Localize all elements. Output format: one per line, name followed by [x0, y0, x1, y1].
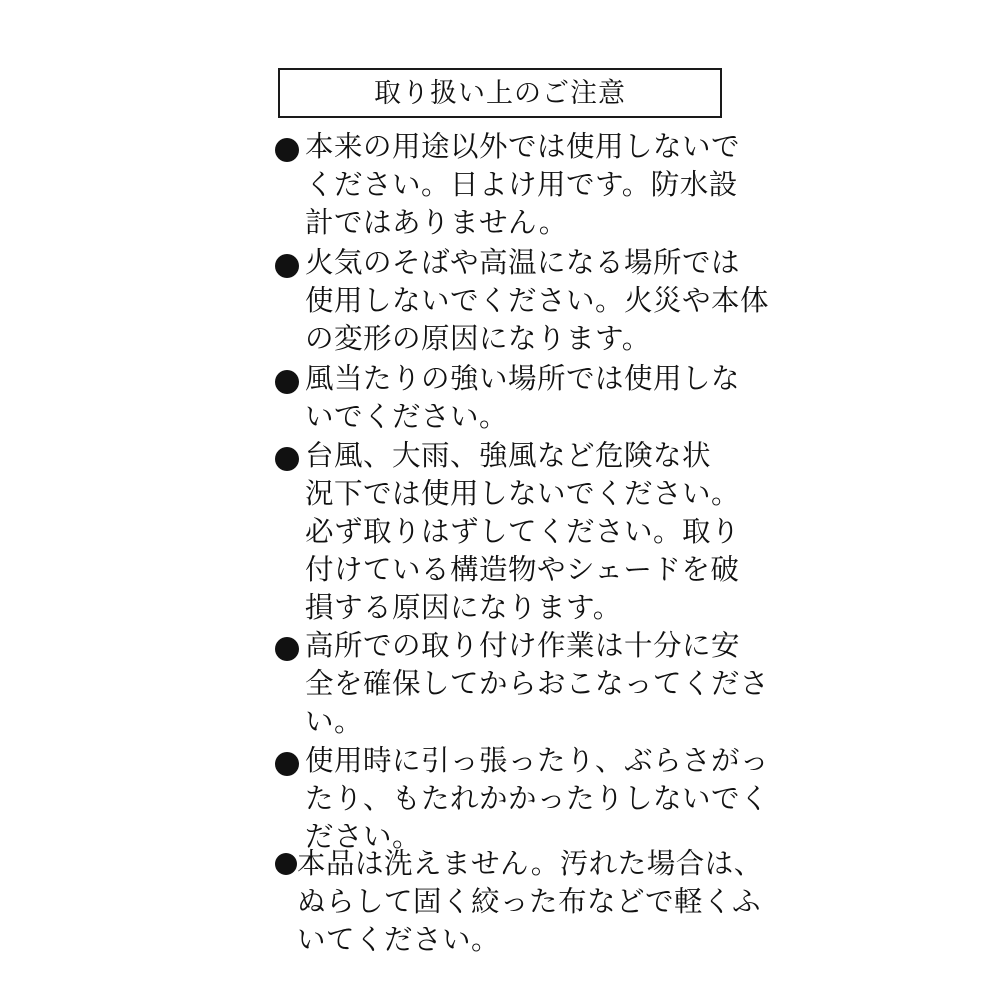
bullet-icon: [275, 138, 299, 162]
caution-text: [305, 360, 741, 436]
caution-item: [275, 742, 770, 856]
page-title: 取り扱い上のご注意: [374, 77, 626, 109]
caution-item: [275, 128, 741, 242]
bullet-icon: [275, 637, 299, 661]
text-line: 風当たりの強い場所では使用しな: [305, 362, 741, 395]
text-line: 計ではありません。: [305, 206, 568, 239]
text-line: たり、もたれかかったりしないでく: [305, 782, 770, 815]
text-line: ぬらして固く絞った布などで軽くふ: [297, 885, 762, 918]
text-line: いでください。: [305, 400, 509, 433]
text-line: 本品は洗えません。汚れた場合は、: [297, 847, 763, 880]
title-box: [278, 68, 722, 118]
text-line: いてください。: [297, 923, 501, 956]
caution-item: [275, 360, 741, 436]
text-line: ください。日よけ用です。防水設: [305, 168, 738, 201]
text-line: 使用しないでください。火災や本体: [305, 284, 770, 317]
text-line: 必ず取りはずしてください。取り: [305, 515, 741, 548]
caution-item: [275, 437, 741, 627]
caution-text: [305, 128, 741, 242]
caution-text: [297, 845, 763, 959]
caution-item: [275, 627, 770, 741]
text-line: 損する原因になります。: [305, 591, 622, 624]
text-line: の変形の原因になります。: [305, 322, 651, 355]
text-line: 火気のそばや高温になる場所では: [305, 246, 741, 279]
text-line: 台風、大雨、強風など危険な状: [305, 439, 712, 472]
bullet-icon: [275, 752, 299, 776]
text-line: 付けている構造物やシェードを破: [305, 553, 740, 586]
text-line: 本来の用途以外では使用しないで: [305, 130, 741, 163]
caution-text: [305, 437, 741, 627]
text-line: い。: [305, 705, 364, 738]
bullet-icon: [275, 370, 299, 394]
bullet-icon: [275, 853, 297, 875]
text-line: 高所での取り付け作業は十分に安: [305, 629, 741, 662]
text-line: 況下では使用しないでください。: [305, 477, 741, 510]
text-line: 全を確保してからおこなってくださ: [305, 667, 770, 700]
bullet-icon: [275, 254, 299, 278]
caution-text: [305, 627, 770, 741]
caution-item: [275, 845, 763, 959]
caution-text: [305, 742, 770, 856]
bullet-icon: [275, 447, 299, 471]
text-line: 使用時に引っ張ったり、ぶらさがっ: [305, 744, 770, 777]
text-line: ださい。: [305, 820, 422, 853]
caution-text: [305, 244, 770, 358]
caution-item: [275, 244, 770, 358]
